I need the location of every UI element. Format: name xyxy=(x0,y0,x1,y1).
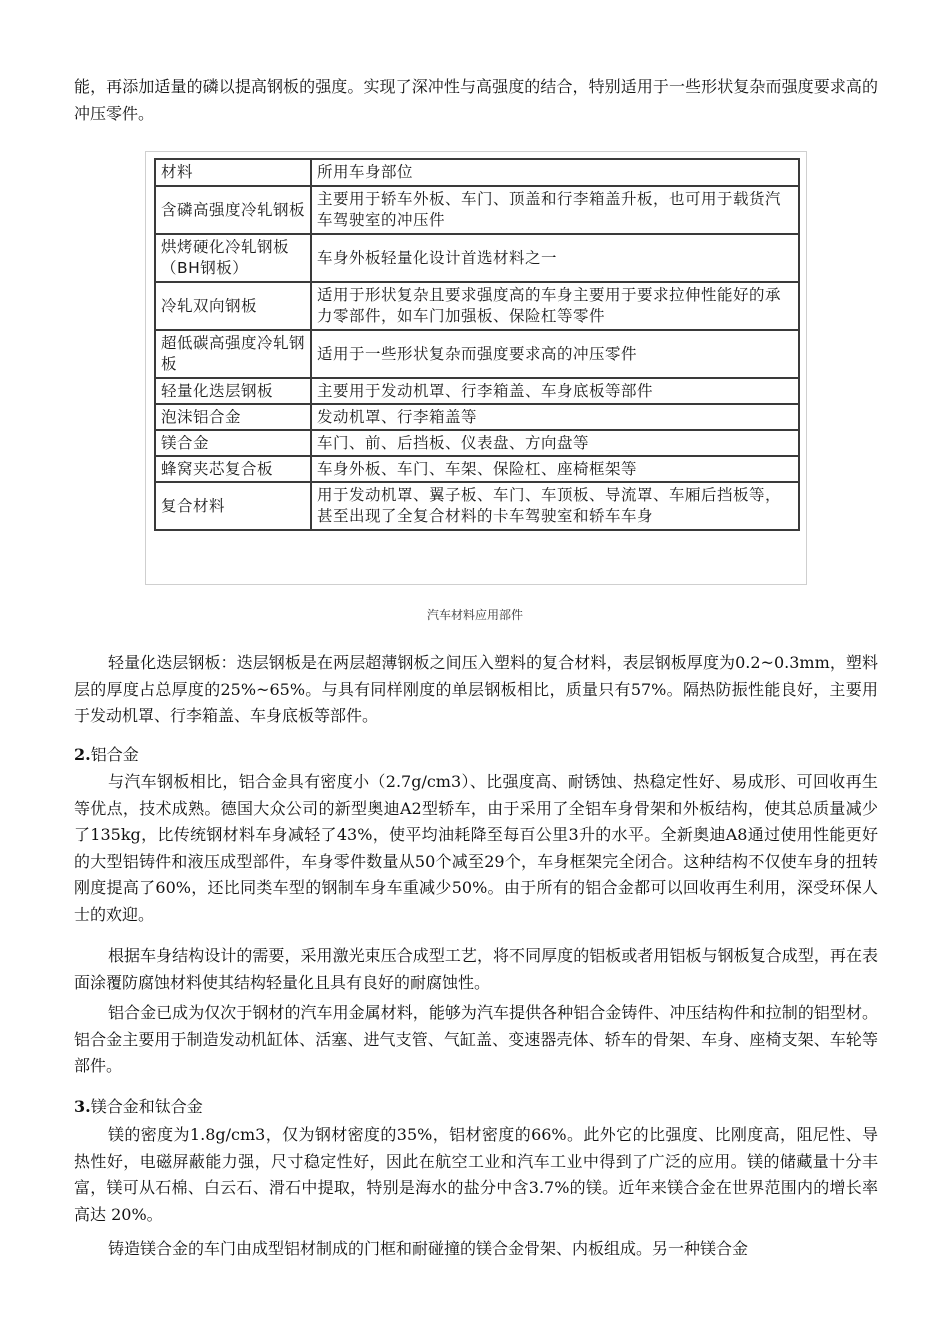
laminated-steel-paragraph: 轻量化迭层钢板：迭层钢板是在两层超薄钢板之间压入塑料的复合材料，表层钢板厚度为0.2~0.3mm，塑料层的厚度占总厚度的25%~65%。与具有同样刚度的单层钢板相比，质量只有57%。隔热防振性能良好，主要用于发动机罩、行李箱盖、车身底板等部件。 xyxy=(74,653,878,725)
cell-parts: 适用于形状复杂且要求强度高的车身主要用于要求拉伸性能好的承力零部件，如车门加强板、保险杠等零件 xyxy=(311,282,799,330)
table-image-frame xyxy=(145,151,807,585)
cell-parts: 用于发动机罩、翼子板、车门、车顶板、导流罩、车厢后挡板等，甚至出现了全复合材料的卡车驾驶室和轿车车身 xyxy=(311,482,799,530)
table-row xyxy=(155,378,799,404)
table-header-row xyxy=(155,159,799,186)
cell-material: 轻量化迭层钢板 xyxy=(155,378,311,404)
magnesium-paragraph-2: 铸造镁合金的车门由成型铝材制成的门框和耐碰撞的镁合金骨架、内板组成。另一种镁合金 xyxy=(108,1239,749,1258)
aluminium-paragraph-3: 铝合金已成为仅次于钢材的汽车用金属材料，能够为汽车提供各种铝合金铸件、冲压结构件和拉制的铝型材。铝合金主要用于制造发动机缸体、活塞、进气支管、气缸盖、变速器壳体、轿车的骨架、车身、座椅支架、车轮等部件。 xyxy=(74,1003,878,1075)
heading-number: 3. xyxy=(74,1097,91,1116)
cell-material: 超低碳高强度冷轧钢板 xyxy=(155,330,311,378)
materials-table xyxy=(154,158,800,531)
cell-material: 冷轧双向钢板 xyxy=(155,282,311,330)
aluminium-paragraph-2: 根据车身结构设计的需要，采用激光束压合成型工艺，将不同厚度的铝板或者用铝板与钢板复合成型，再在表面涂覆防腐蚀材料使其结构轻量化且具有良好的耐腐蚀性。 xyxy=(74,946,878,992)
section-heading-magnesium xyxy=(74,1094,203,1120)
table-row xyxy=(155,234,799,282)
table-row xyxy=(155,404,799,430)
cell-material: 蜂窝夹芯复合板 xyxy=(155,456,311,482)
table-row xyxy=(155,282,799,330)
cell-material: 镁合金 xyxy=(155,430,311,456)
cell-parts: 主要用于发动机罩、行李箱盖、车身底板等部件 xyxy=(311,378,799,404)
cell-material: 复合材料 xyxy=(155,482,311,530)
header-parts: 所用车身部位 xyxy=(311,159,799,186)
table-row xyxy=(155,456,799,482)
cell-parts: 发动机罩、行李箱盖等 xyxy=(311,404,799,430)
heading-text: 铝合金 xyxy=(90,745,139,764)
heading-text: 镁合金和钛合金 xyxy=(90,1097,203,1116)
cell-parts: 车身外板轻量化设计首选材料之一 xyxy=(311,234,799,282)
cell-material: 烘烤硬化冷轧钢板（BH钢板） xyxy=(155,234,311,282)
cell-material: 泡沫铝合金 xyxy=(155,404,311,430)
cell-material: 含磷高强度冷轧钢板 xyxy=(155,186,311,234)
magnesium-paragraph-1: 镁的密度为1.8g/cm3，仅为钢材密度的35%，铝材密度的66%。此外它的比强度、比刚度高，阻尼性、导热性好，电磁屏蔽能力强，尺寸稳定性好，因此在航空工业和汽车工业中得到了广泛的应用。镁的储藏量十分丰富，镁可从石棉、白云石、滑石中提取，特别是海水的盐分中含3.7%的镁。近年来镁合金在世界范围内的增长率高达 20%。 xyxy=(74,1125,878,1224)
table-caption: 汽车材料应用部件 xyxy=(426,608,523,622)
cell-parts: 适用于一些形状复杂而强度要求高的冲压零件 xyxy=(311,330,799,378)
section-heading-aluminium xyxy=(74,742,139,768)
table-row xyxy=(155,186,799,234)
table-row xyxy=(155,330,799,378)
cell-parts: 主要用于轿车外板、车门、顶盖和行李箱盖升板，也可用于载货汽车驾驶室的冲压件 xyxy=(311,186,799,234)
table-row xyxy=(155,482,799,530)
header-material: 材料 xyxy=(155,159,311,186)
table-row xyxy=(155,430,799,456)
aluminium-paragraph-1: 与汽车钢板相比，铝合金具有密度小（2.7g/cm3）、比强度高、耐锈蚀、热稳定性好、易成形、可回收再生等优点，技术成熟。德国大众公司的新型奥迪A2型轿车，由于采用了全铝车身骨架和外板结构，使其总质量减少了135kg，比传统钢材料车身减轻了43%，使平均油耗降至每百公里3升的水平。全新奥迪A8通过使用性能更好的大型铝铸件和液压成型部件，车身零件数量从50个减至29个，车身框架完全闭合。这种结构不仅使车身的扭转刚度提高了60%，还比同类车型的钢制车身车重减少50%。由于所有的铝合金都可以回收再生利用，深受环保人士的欢迎。 xyxy=(74,772,878,924)
heading-number: 2. xyxy=(74,745,91,764)
intro-paragraph: 能，再添加适量的磷以提高钢板的强度。实现了深冲性与高强度的结合，特别适用于一些形状复杂而强度要求高的冲压零件。 xyxy=(74,77,878,123)
cell-parts: 车身外板、车门、车架、保险杠、座椅框架等 xyxy=(311,456,799,482)
cell-parts: 车门、前、后挡板、仪表盘、方向盘等 xyxy=(311,430,799,456)
